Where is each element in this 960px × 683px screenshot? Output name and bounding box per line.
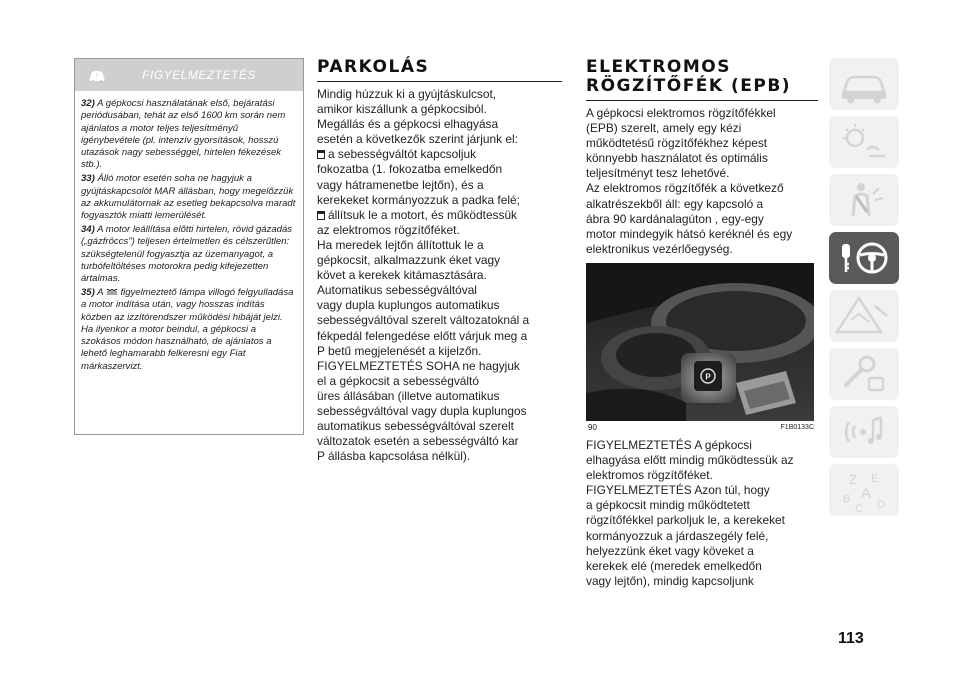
epb-heading-line1: ELEKTROMOS — [586, 57, 731, 77]
epb-heading-line2: RÖGZÍTŐFÉK (EPB) — [586, 76, 792, 96]
note-35: 35) A figyelmeztető lámpa villogó felgyulladása a motor indítása után, vagy hosszas indítás közben az izzítórendszer működési hibáját jelzi. Ha ilyenkor a motor beindul, a gépkocsi a szokásos módon használható, de ajánlatos a lehető leghamarabb felkeresni egy Fiat márkaszervizt. — [81, 286, 294, 372]
maintenance-wrench-icon — [829, 348, 899, 400]
page-number: 113 — [838, 630, 864, 647]
text-line: fokozatba (1. fokozatba emelkedőn — [317, 162, 503, 177]
key-steering-wheel-icon — [829, 232, 899, 284]
text-line: A gépkocsi elektromos rögzítőfékkel — [586, 106, 776, 120]
seatbelt-safety-icon — [829, 174, 899, 226]
text-line: kerekek elé (meredek emelkedőn — [586, 558, 762, 573]
text-line: elhagyása előtt mindig működtessük az — [586, 453, 794, 468]
figure-code: F1B0133C — [780, 423, 814, 431]
text-line: követ a kerekek kitámasztására. — [317, 268, 487, 283]
text-line: Automatikus sebességváltóval — [317, 283, 477, 298]
parking-heading: PARKOLÁS — [317, 57, 430, 77]
alphabetical-index-icon — [829, 464, 899, 516]
heading-rule — [317, 81, 562, 82]
sidebar-tab-emergency-triangle[interactable] — [829, 290, 899, 342]
parking-section — [317, 58, 562, 464]
text-line: a gépkocsit mindig működtetett — [586, 498, 750, 513]
text-line: üres állásában (illetve automatikus — [317, 388, 500, 403]
text-line: változatok esetén a sebességváltó kar — [317, 434, 519, 449]
text-line: FIGYELMEZTETÉS SOHA ne hagyjuk — [317, 358, 520, 373]
text-line: automatikus sebességváltóval szerelt — [317, 419, 514, 434]
text-line: Ha meredek lejtőn állítottuk le a — [317, 237, 484, 252]
svg-text:E: E — [871, 473, 879, 485]
text-line: az elektromos rögzítőféket. — [317, 222, 460, 237]
text-line: sebességváltóval vagy dupla kuplungos — [317, 403, 527, 418]
text-line: helyezzünk éket vagy köveket a — [586, 543, 754, 558]
text-line: elektronikus vezérlőegység. — [586, 241, 733, 256]
svg-text:D: D — [877, 499, 885, 511]
warning-box-header — [75, 59, 303, 91]
text-line: amikor kiszállunk a gépkocsiból. — [317, 102, 487, 117]
svg-text:P: P — [705, 372, 711, 382]
figure-epb-switch-photo — [586, 263, 814, 421]
list-bullet-icon — [317, 150, 325, 159]
svg-text:Z: Z — [849, 472, 857, 487]
list-bullet-icon — [317, 211, 325, 220]
sidebar-tab-dashboard-lights[interactable] — [829, 116, 899, 168]
sidebar-tab-seatbelt-safety[interactable] — [829, 174, 899, 226]
epb-section — [586, 58, 818, 589]
svg-text:!: ! — [96, 73, 98, 80]
note-32: 32) A gépkocsi használatának első, bejáratási periódusában, tehát az első 1600 km során nem ajánlatos a motor teljes teljesítményű igénybevétele (pl. intenzív gyorsítások, hosszú utazások nagy sebességgel, hirtelen fékezések stb.). — [81, 98, 286, 171]
emergency-triangle-icon — [829, 290, 899, 342]
svg-text:B: B — [843, 493, 851, 505]
text-line: állítsuk le a motort, és működtessük — [317, 208, 562, 223]
text-line: vagy lejtőn), mindig kapcsoljunk — [586, 573, 754, 588]
sidebar-tab-multimedia[interactable] — [829, 406, 899, 458]
text-line: P betű megjelenését a kijelzőn. — [317, 343, 482, 358]
glow-plug-lamp-icon — [106, 288, 118, 296]
text-line: könnyebb használatot és optimális — [586, 151, 768, 166]
text-line: elektromos rögzítőféket. — [586, 468, 713, 483]
warning-box — [74, 58, 304, 435]
svg-text:A: A — [861, 485, 872, 502]
text-line: Az elektromos rögzítőfék a következő — [586, 181, 784, 196]
text-line: alkatrészekből áll: egy kapcsoló a — [586, 196, 764, 211]
text-line: P állásba kapcsolása nélkül). — [317, 449, 471, 464]
text-line: gépkocsit, alkalmazzunk éket vagy — [317, 253, 501, 268]
figure-caption — [586, 421, 818, 435]
heading-rule — [586, 100, 818, 101]
car-icon — [829, 58, 899, 110]
text-line: vagy dupla kuplungos automatikus — [317, 298, 500, 313]
sidebar-tab-maintenance-wrench[interactable] — [829, 348, 899, 400]
text-line: FIGYELMEZTETÉS Azon túl, hogy — [586, 483, 770, 498]
epb-console-illustration — [586, 263, 814, 421]
text-line: teljesítményt tesz lehetővé. — [586, 166, 730, 181]
epb-intro-text — [586, 106, 818, 257]
sidebar-tab-car[interactable] — [829, 58, 899, 110]
text-line: FIGYELMEZTETÉS A gépkocsi — [586, 437, 752, 452]
text-line: ábra 90 kardánalagúton , egy-egy — [586, 211, 764, 226]
sidebar-tab-alphabetical-index[interactable] — [829, 464, 899, 516]
warning-notes — [75, 91, 303, 373]
text-line: esetén a következők szerint járjunk el: — [317, 132, 518, 147]
text-line: motor mindegyik hátsó keréknél és egy — [586, 226, 793, 241]
text-line: Megállás és a gépkocsi elhagyása — [317, 117, 499, 132]
note-34: 34) A motor leállítása előtti hirtelen, rövid gázadás („gázfröccs") teljesen értelmetlen és célszerűtlen: szükségtelenül fogyasztja az üzemanyagot, a turbófeltöltéses motorokra pedig kifejezetten ártalmas. — [81, 223, 293, 285]
text-line: működtetésű rögzítőfékhez képest — [586, 136, 768, 151]
warning-box-title: FIGYELMEZTETÉS — [142, 68, 256, 82]
parking-text — [317, 87, 562, 464]
text-line: fékpedál felengedése előtt várjuk meg a — [317, 328, 528, 343]
text-line: rögzítőfékkel parkoljuk le, a kerekeket — [586, 513, 785, 528]
svg-text:C: C — [855, 503, 863, 515]
sidebar-tab-key-steering-wheel[interactable] — [829, 232, 899, 284]
figure-number: 90 — [588, 422, 597, 432]
text-line: (EPB) szerelt, amely egy kézi — [586, 121, 742, 136]
text-line: Mindig húzzuk ki a gyújtáskulcsot, — [317, 87, 497, 101]
text-line: a sebességváltót kapcsoljuk — [317, 147, 562, 162]
note-33: 33) Álló motor esetén soha ne hagyjuk a gyújtáskapcsolót MAR állásban, hogy megelőzzük az akkumulátornak az esetleg bekapcsolva maradt fogyasztók miatti lemerülését. — [81, 173, 296, 222]
text-line: kerekeket kormányozzuk a padka felé; — [317, 192, 520, 207]
dashboard-lights-icon — [829, 116, 899, 168]
text-line: el a gépkocsit a sebességváltó — [317, 373, 479, 388]
text-line: vagy hátramenetbe lejtőn), és a — [317, 177, 484, 192]
multimedia-icon — [829, 406, 899, 458]
epb-warning-text — [586, 438, 818, 589]
text-line: kormányozzuk a járdaszegély felé, — [586, 528, 769, 543]
text-line: sebességváltóval szerelt változatoknál a — [317, 313, 530, 328]
